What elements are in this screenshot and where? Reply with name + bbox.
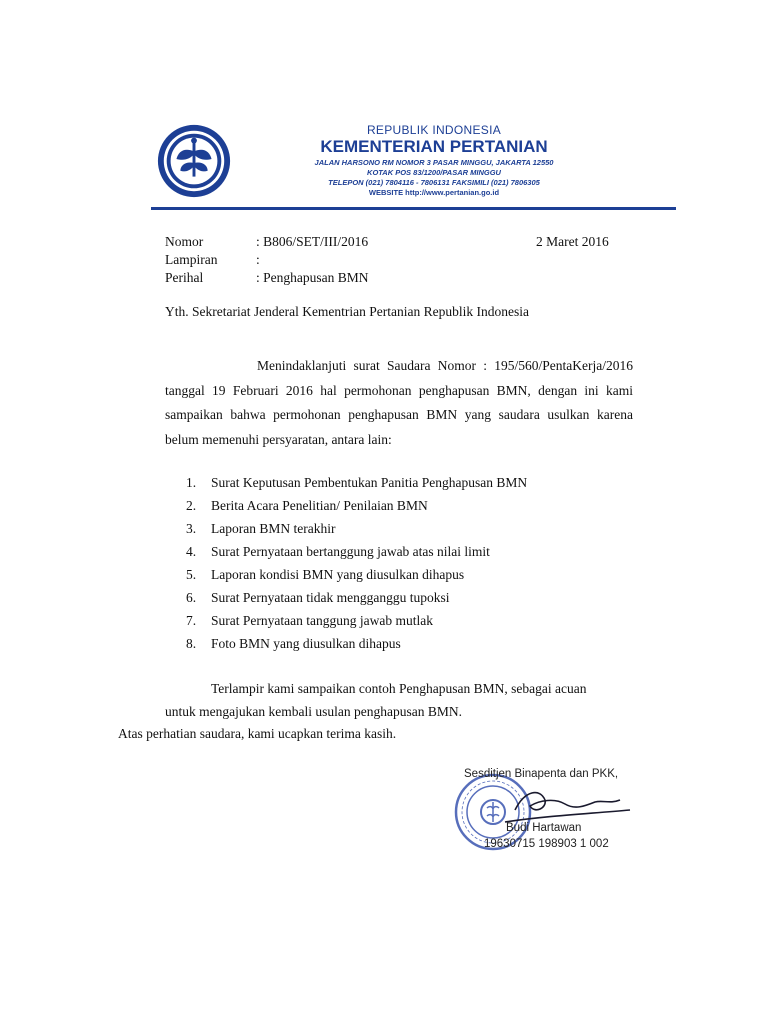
nomor-label: Nomor (165, 234, 204, 249)
lampiran-label: Lampiran (165, 252, 218, 267)
perihal-label: Perihal (165, 270, 204, 285)
list-item: 2. Berita Acara Penelitian/ Penilaian BMN (186, 498, 428, 513)
list-item: 3. Laporan BMN terakhir (186, 521, 336, 536)
closing-line-2: untuk mengajukan kembali usulan penghapusan BMN. (165, 704, 462, 719)
letter-date: 2 Maret 2016 (536, 234, 609, 249)
list-item: 6. Surat Pernyataan tidak mengganggu tupoksi (186, 590, 450, 605)
closing-line-3: Atas perhatian saudara, kami ucapkan terima kasih. (118, 726, 397, 741)
letterhead-pobox: KOTAK POS 83/1200/PASAR MINGGU (367, 168, 501, 177)
list-item: 1. Surat Keputusan Pembentukan Panitia Penghapusan BMN (186, 475, 528, 490)
list-item: 7. Surat Pernyataan tanggung jawab mutlak (186, 613, 433, 628)
letterhead-address: JALAN HARSONO RM NOMOR 3 PASAR MINGGU, JAKARTA 12550 (314, 158, 554, 167)
letterhead-phone: TELEPON (021) 7804116 - 7806131 FAKSIMILI (021) 7806305 (328, 178, 540, 187)
letterhead-country: REPUBLIK INDONESIA (366, 123, 502, 137)
closing-line-1: Terlampir kami sampaikan contoh Penghapusan BMN, sebagai acuan (211, 681, 587, 696)
letterhead-divider (151, 207, 676, 210)
body-paragraph: Menindaklanjuti surat Saudara Nomor : 195/560/PentaKerja/2016 tanggal 19 Februari 2016 hal permohonan penghapusan BMN, dengan ini kami sampaikan bahwa permohonan penghapusan BMN yang saudara usulkan karena belum memenuhi persyaratan, antara lain: (165, 358, 633, 447)
list-item: 4. Surat Pernyataan bertanggung jawab atas nilai limit (186, 544, 490, 559)
lampiran-value: : (256, 252, 260, 267)
letterhead-ministry: KEMENTERIAN PERTANIAN (320, 137, 548, 156)
signatory-title: Sesditjen Binapenta dan PKK, (464, 768, 619, 780)
letterhead-website: WEBSITE http://www.pertanian.go.id (368, 188, 500, 197)
perihal-value: : Penghapusan BMN (256, 270, 369, 285)
addressee: Yth. Sekretariat Jenderal Kementrian Pertanian Republik Indonesia (165, 304, 530, 319)
requirements-list (165, 471, 527, 655)
signatory-name: Budi Hartawan (506, 822, 582, 834)
signatory-nip: 19630715 198903 1 002 (484, 838, 609, 850)
list-item: 8. Foto BMN yang diusulkan dihapus (186, 636, 401, 651)
list-item: 5. Laporan kondisi BMN yang diusulkan dihapus (186, 567, 465, 582)
nomor-value: : B806/SET/III/2016 (256, 234, 369, 249)
